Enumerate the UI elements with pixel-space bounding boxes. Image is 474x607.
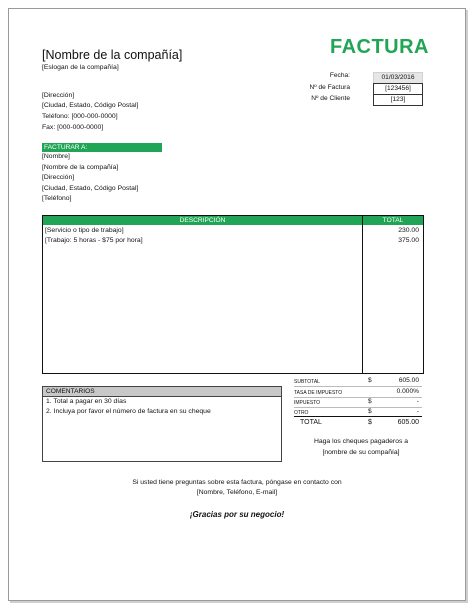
invoice-number-label: Nº de Factura: [309, 84, 350, 91]
subtotal-label: SUBTOTAL: [294, 379, 320, 385]
tax-rate-label: TASA DE IMPUESTO: [294, 390, 343, 396]
description-column-header: DESCRIPCIÓN: [43, 216, 362, 225]
item-amount[interactable]: 375.00: [398, 237, 419, 244]
comment-line[interactable]: 1. Total a pagar en 30 días: [46, 398, 127, 405]
bill-to-city: [Ciudad, Estado, Código Postal]: [42, 185, 139, 192]
company-name: [Nombre de la compañía]: [42, 48, 183, 62]
item-amount[interactable]: 230.00: [398, 227, 419, 234]
totals-divider: [294, 386, 422, 387]
total-column-header: TOTAL: [363, 216, 423, 225]
grand-total-currency: $: [368, 419, 372, 426]
subtotal-currency: $: [368, 377, 372, 384]
date-value[interactable]: 01/03/2016: [373, 72, 423, 84]
grand-total-rule: [294, 416, 422, 417]
subtotal-value: 605.00: [398, 377, 419, 384]
other-label: OTRO: [294, 410, 309, 416]
bill-to-phone: [Teléfono]: [42, 195, 72, 202]
company-address: [Dirección]: [42, 92, 75, 99]
customer-number-value[interactable]: [123]: [373, 94, 423, 106]
company-slogan: [Eslogan de la compañía]: [42, 64, 119, 71]
bill-to-company: [Nombre de la compañía]: [42, 164, 119, 171]
item-description[interactable]: [Trabajo: 5 horas - $75 por hora]: [45, 237, 143, 244]
comments-header: COMENTARIOS: [43, 387, 281, 397]
comment-line[interactable]: 2. Incluya por favor el número de factura en su cheque: [46, 408, 211, 415]
item-description[interactable]: [Servicio o tipo de trabajo]: [45, 227, 124, 234]
thank-you-message: ¡Gracias por su negocio!: [189, 510, 285, 519]
grand-total-value: 605.00: [397, 419, 419, 426]
company-phone: Teléfono: [000-000-0000]: [42, 113, 118, 120]
tax-rate-value[interactable]: 0.000%: [396, 388, 419, 395]
other-value[interactable]: -: [416, 408, 419, 415]
grand-total-label: TOTAL: [300, 419, 322, 426]
bill-to-address: [Dirección]: [42, 174, 75, 181]
date-label: Fecha:: [329, 72, 350, 79]
company-fax: Fax: [000-000-0000]: [42, 124, 104, 131]
comments-box: [42, 386, 282, 462]
invoice-number-value[interactable]: [123456]: [373, 83, 423, 95]
tax-value: -: [416, 398, 419, 405]
company-city: [Ciudad, Estado, Código Postal]: [42, 102, 139, 109]
pay-to-line: Haga los cheques pagaderos a: [313, 438, 409, 445]
items-table: [42, 215, 424, 374]
other-currency: $: [368, 408, 372, 415]
invoice-title: FACTURA: [329, 36, 429, 58]
tax-currency: $: [368, 398, 372, 405]
pay-to-company: [nombre de su compañía]: [322, 449, 400, 456]
tax-label: IMPUESTO: [294, 400, 321, 406]
contact-details: [Nombre, Teléfono, E-mail]: [196, 489, 278, 496]
bill-to-name: [Nombre]: [42, 153, 70, 160]
bill-to-header: FACTURAR A:: [42, 143, 162, 152]
contact-line: Si usted tiene preguntas sobre esta factura, póngase en contacto con: [132, 479, 342, 486]
customer-number-label: Nº de Cliente: [311, 95, 350, 102]
